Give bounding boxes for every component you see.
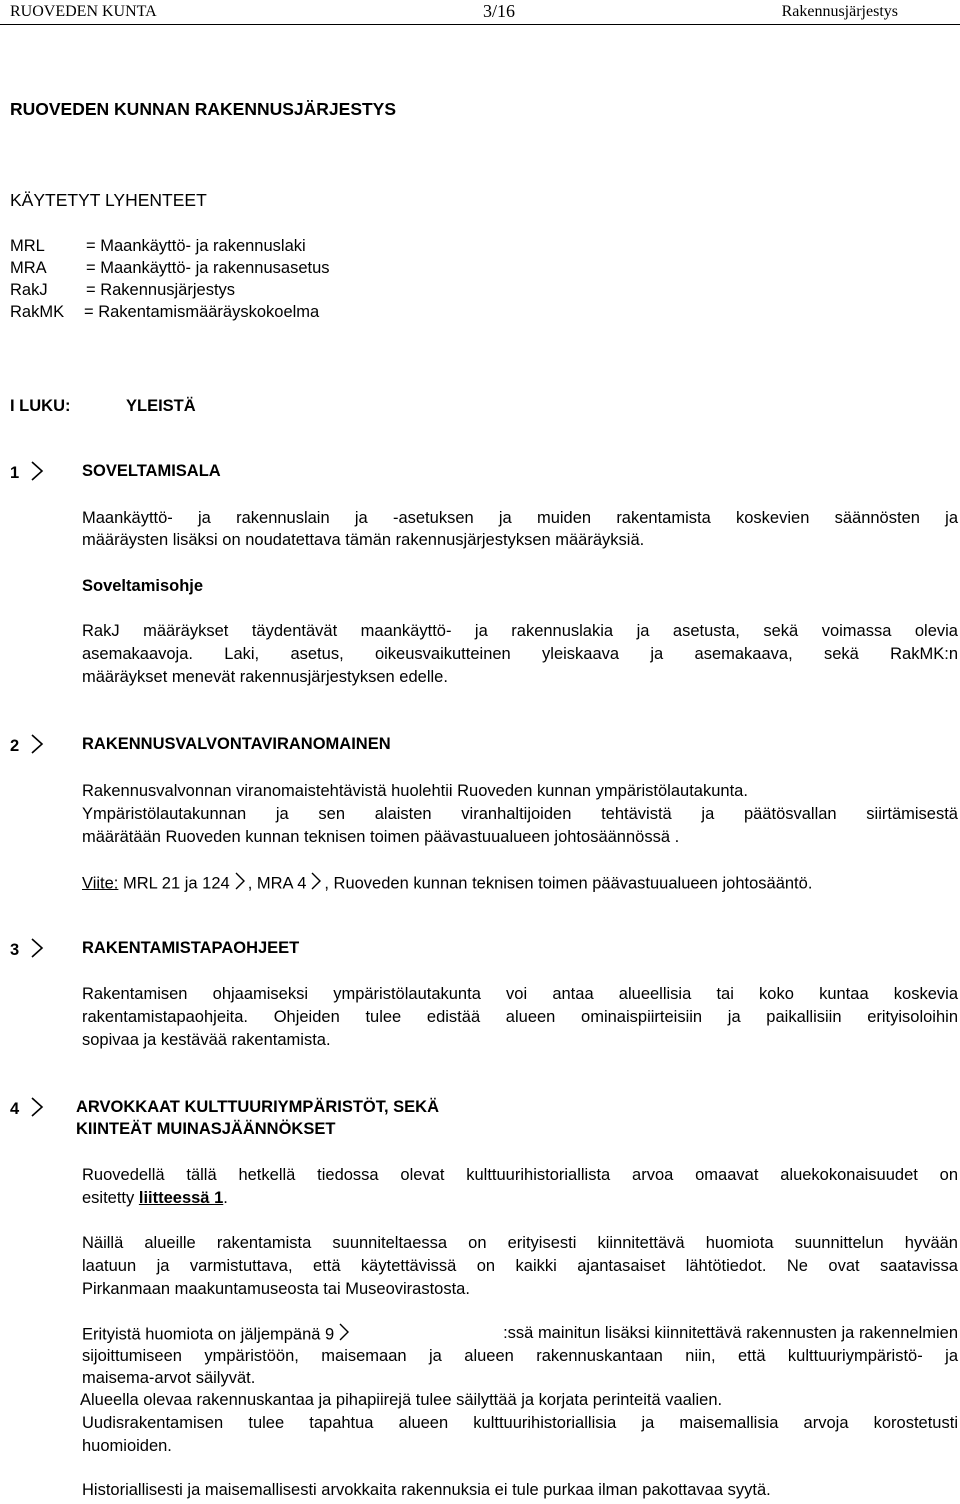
section-sign-icon bbox=[310, 871, 322, 897]
paragraph-line: Historiallisesti ja maisemallisesti arvokkaita rakennuksia ei tule purkaa ilman pakottavaa syytä. bbox=[82, 1481, 771, 1499]
paragraph-line: asemakaavoja. Laki, asetus, oikeusvaikutteinen yleiskaava ja asemakaava, sekä RakMK:n bbox=[82, 645, 958, 663]
paragraph-line: sijoittumiseen ympäristöön, maisemaan ja alueen rakennuskantaan niin, että kulttuuriympäristö- ja bbox=[82, 1347, 958, 1365]
header-municipality: RUOVEDEN KUNTA bbox=[10, 3, 157, 20]
paragraph-line: maisema-arvot säilyvät. bbox=[82, 1369, 256, 1387]
section-sign-icon bbox=[30, 460, 44, 488]
abbr-term: MRL bbox=[10, 237, 45, 255]
section-title: ARVOKKAAT KULTTUURIYMPÄRISTÖT, SEKÄ bbox=[76, 1098, 439, 1116]
section-title: RAKENNUSVALVONTAVIRANOMAINEN bbox=[82, 735, 391, 753]
paragraph-line: Pirkanmaan maakuntamuseosta tai Museovirastosta. bbox=[82, 1280, 470, 1298]
paragraph-line: Ympäristölautakunnan ja sen alaisten viranhaltijoiden tehtävistä ja päätösvallan siirtämisestä bbox=[82, 805, 958, 823]
abbr-term: MRA bbox=[10, 259, 47, 277]
section-sign-icon bbox=[30, 1096, 44, 1124]
paragraph-line: määräykset menevät rakennusjärjestyksen edelle. bbox=[82, 668, 448, 686]
paragraph-line: määräysten lisäksi on noudatettava tämän rakennusjärjestyksen määräyksiä. bbox=[82, 531, 645, 549]
reference-text: MRL 21 ja 124 bbox=[118, 874, 230, 893]
paragraph-line: Alueella olevaa rakennuskantaa ja pihapiirejä tulee säilyttää ja korjata perinteitä vaalien. bbox=[80, 1391, 723, 1409]
paragraph-line: Uudisrakentamisen tulee tapahtua alueen kulttuurihistoriallisia ja maisemallisia arvoja korostetusti bbox=[82, 1414, 958, 1432]
reference-line bbox=[82, 871, 812, 897]
subheading-soveltamisohje: Soveltamisohje bbox=[82, 577, 204, 595]
reference-label: Viite: bbox=[82, 874, 119, 893]
reference-text: , Ruoveden kunnan teknisen toimen päävastuualueen johtosääntö. bbox=[324, 874, 813, 893]
paragraph-line: Maankäyttö- ja rakennuslain ja -asetuksen ja muiden rakentamista koskevien säännösten ja bbox=[82, 509, 958, 527]
section-sign-icon bbox=[30, 733, 44, 761]
section-title: SOVELTAMISALA bbox=[82, 462, 221, 480]
section-2-heading bbox=[10, 733, 391, 761]
section-title: RAKENTAMISTAPAOHJEET bbox=[82, 939, 300, 957]
abbr-definition: = Rakentamismääräyskokoelma bbox=[84, 303, 320, 321]
paragraph-line: Ruovedellä tällä hetkellä tiedossa olevat kulttuurihistoriallista arvoa omaavat aluekokonaisuudet on bbox=[82, 1166, 958, 1184]
section-sign-icon bbox=[30, 937, 44, 965]
paragraph-line: laatuun ja varmistuttava, että käytettävissä on kaikki ajantasaiset lähtötiedot. Ne ovat saatavissa bbox=[82, 1257, 958, 1275]
paragraph-line: sopivaa ja kestävää rakentamista. bbox=[82, 1031, 331, 1049]
reference-text: , MRA 4 bbox=[247, 874, 307, 893]
section-3-heading bbox=[10, 937, 300, 965]
appendix-link[interactable]: liitteessä 1 bbox=[138, 1189, 224, 1207]
abbr-definition: = Rakennusjärjestys bbox=[86, 281, 236, 299]
paragraph-line: määrätään Ruoveden kunnan teknisen toimen päävastuualueen johtosäännössä . bbox=[82, 828, 680, 846]
document-title: RUOVEDEN KUNNAN RAKENNUSJÄRJESTYS bbox=[10, 99, 397, 119]
section-number: 1 bbox=[10, 464, 20, 483]
chapter-label: I LUKU: bbox=[10, 397, 71, 415]
abbreviations-heading: KÄYTETYT LYHENTEET bbox=[10, 190, 207, 210]
paragraph-line: RakJ määräykset täydentävät maankäyttö- ja rakennuslakia ja asetusta, sekä voimassa olevia bbox=[82, 622, 958, 640]
paragraph-line: Rakentamisen ohjaamiseksi ympäristölautakunta voi antaa alueellisia tai koko kuntaa koskevia bbox=[82, 985, 958, 1003]
paragraph-line: rakentamistapaohjeita. Ohjeiden tulee edistää alueen ominaispiirteisiin ja paikallisiin erityisoloihin bbox=[82, 1008, 958, 1026]
abbr-definition: = Maankäyttö- ja rakennusasetus bbox=[86, 259, 330, 277]
abbr-definition: = Maankäyttö- ja rakennuslaki bbox=[86, 237, 306, 255]
header-page-number: 3/16 bbox=[483, 1, 516, 21]
paragraph-line: huomioiden. bbox=[82, 1437, 172, 1455]
section-sign-icon bbox=[234, 871, 246, 897]
paragraph-text: Erityistä huomiota on jäljempänä 9 bbox=[82, 1325, 335, 1344]
header-document-name: Rakennusjärjestys bbox=[781, 3, 898, 20]
section-number: 2 bbox=[10, 737, 20, 756]
chapter-title: YLEISTÄ bbox=[126, 397, 196, 415]
paragraph-text: esitetty bbox=[82, 1189, 139, 1207]
paragraph-text: :ssä mainitun lisäksi kiinnitettävä rakennusten ja rakennelmien bbox=[503, 1324, 958, 1342]
section-title-continued: KIINTEÄT MUINASJÄÄNNÖKSET bbox=[76, 1120, 336, 1138]
page-header bbox=[0, 0, 960, 25]
paragraph-line: Näillä alueille rakentamista suunniteltaessa on erityisesti kiinnitettävä huomiota suunnittelun hyvään bbox=[82, 1234, 958, 1252]
paragraph-line bbox=[82, 1187, 228, 1209]
section-1-heading bbox=[10, 460, 221, 488]
paragraph-line: Rakennusvalvonnan viranomaistehtävistä huolehtii Ruoveden kunnan ympäristölautakunta. bbox=[82, 782, 748, 800]
paragraph-text: . bbox=[223, 1189, 228, 1207]
section-4-heading bbox=[10, 1096, 439, 1124]
section-number: 4 bbox=[10, 1100, 20, 1119]
section-number: 3 bbox=[10, 941, 20, 960]
abbr-term: RakMK bbox=[10, 303, 65, 321]
abbr-term: RakJ bbox=[10, 281, 48, 299]
